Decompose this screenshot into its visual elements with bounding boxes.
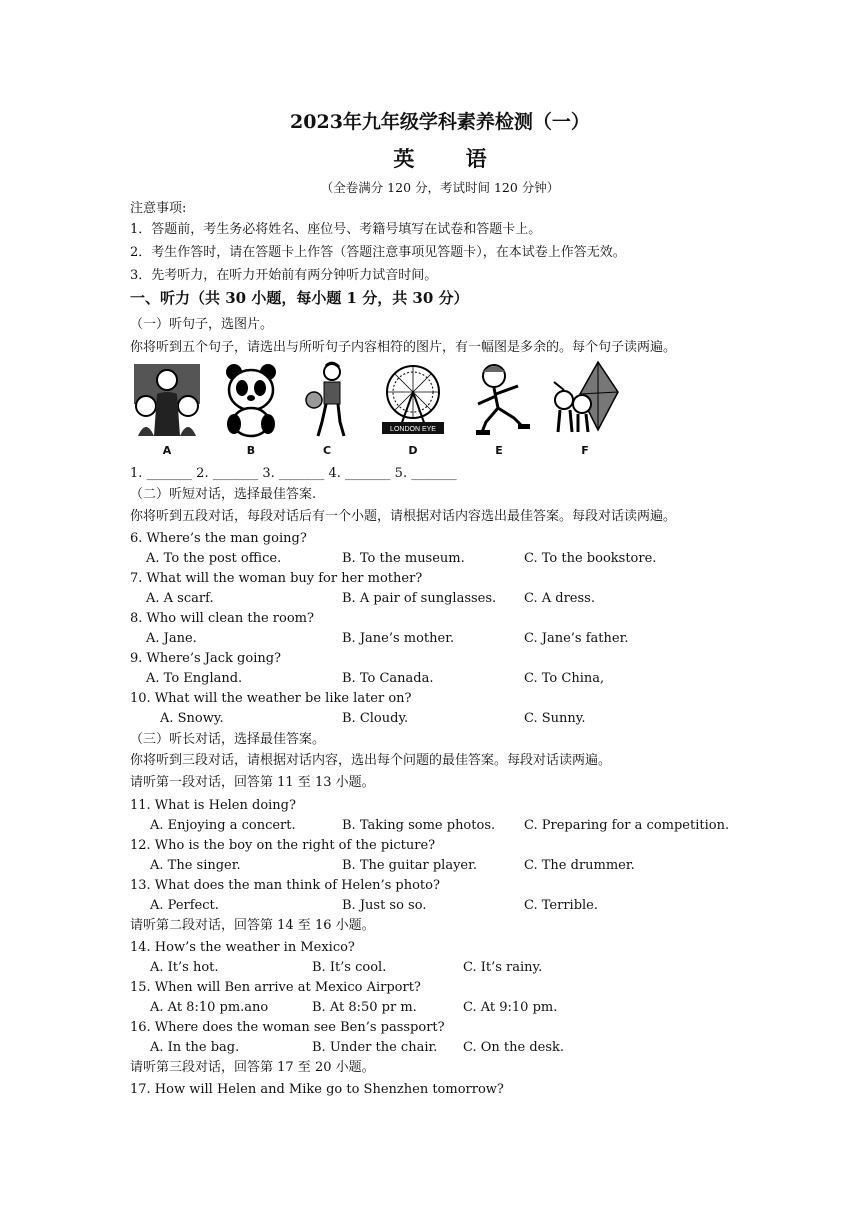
- picture-e: [464, 360, 534, 460]
- dialog-heading: 请听第一段对话，回答第 11 至 13 小题。: [130, 775, 375, 790]
- question: 8. Who will clean the room?: [130, 611, 314, 626]
- question: 16. Where does the woman see Ben’s passport?: [130, 1020, 445, 1035]
- notice-item: 3．先考听力，在听力开始前有两分钟听力试音时间。: [130, 268, 438, 283]
- picture-c: [292, 360, 362, 460]
- option-c: C. The drummer.: [524, 858, 635, 873]
- skater-icon: [464, 360, 534, 438]
- exam-note: （全卷满分 120 分，考试时间 120 分钟）: [320, 180, 560, 195]
- option-a: A. Enjoying a concert.: [150, 818, 296, 833]
- option-b: B. Jane’s mother.: [342, 631, 455, 646]
- family-icon: [132, 360, 202, 438]
- basketball-player-icon: [292, 360, 362, 438]
- exam-title: 2023年九年级学科素养检测（一）: [290, 111, 590, 133]
- picture-label: C: [322, 444, 332, 457]
- part-instructions: 你将听到五个句子，请选出与所听句子内容相符的图片，有一幅图是多余的。每个句子读两遍。: [130, 340, 677, 355]
- london-eye-caption: LONDON EYE: [390, 426, 436, 433]
- option-a: A. Jane.: [146, 631, 197, 646]
- picture-f: [550, 360, 620, 460]
- picture-label: B: [246, 444, 256, 457]
- option-c: C. At 9:10 pm.: [463, 1000, 558, 1015]
- question: 11. What is Helen doing?: [130, 798, 296, 813]
- question: 15. When will Ben arrive at Mexico Airport?: [130, 980, 421, 995]
- part-title: （三）听长对话，选择最佳答案。: [130, 732, 326, 747]
- option-b: B. Taking some photos.: [342, 818, 496, 833]
- london-eye-icon: [378, 360, 448, 438]
- option-a: A. Perfect.: [150, 898, 219, 913]
- question: 7. What will the woman buy for her mother?: [130, 571, 423, 586]
- picture-label: A: [162, 444, 172, 457]
- option-c: C. It’s rainy.: [463, 960, 543, 975]
- picture-b: [216, 360, 286, 460]
- dialog-heading: 请听第二段对话，回答第 14 至 16 小题。: [130, 918, 375, 933]
- option-a: A. In the bag.: [150, 1040, 240, 1055]
- option-b: B. To Canada.: [342, 671, 434, 686]
- picture-a: [132, 360, 202, 460]
- notices-heading: 注意事项:: [130, 201, 187, 216]
- kite-kids-icon: [550, 360, 620, 438]
- section-heading: 一、听力（共 30 小题，每小题 1 分，共 30 分）: [130, 289, 469, 307]
- option-b: B. To the museum.: [342, 551, 465, 566]
- option-c: C. Terrible.: [524, 898, 598, 913]
- option-a: A. To England.: [146, 671, 243, 686]
- question: 14. How’s the weather in Mexico?: [130, 940, 355, 955]
- picture-label: D: [408, 444, 418, 457]
- option-b: B. At 8:50 pr m.: [312, 1000, 417, 1015]
- option-a: A. It’s hot.: [150, 960, 219, 975]
- subject-title: 英 语: [393, 146, 509, 171]
- notice-item: 1．答题前，考生务必将姓名、座位号、考籍号填写在试卷和答题卡上。: [130, 222, 542, 237]
- option-b: B. Just so so.: [342, 898, 427, 913]
- option-a: A. A scarf.: [146, 591, 214, 606]
- option-c: C. Sunny.: [524, 711, 586, 726]
- part-instructions: 你将听到三段对话，请根据对话内容，选出每个问题的最佳答案。每段对话读两遍。: [130, 753, 612, 768]
- answer-blanks: 1. _______ 2. _______ 3. _______ 4. _______ 5. _______: [130, 466, 457, 481]
- option-a: A. At 8:10 pm.ano: [150, 1000, 269, 1015]
- question: 6. Where’s the man going?: [130, 531, 307, 546]
- panda-icon: [216, 360, 286, 438]
- question: 9. Where’s Jack going?: [130, 651, 282, 666]
- option-b: B. Under the chair.: [312, 1040, 438, 1055]
- option-a: A. To the post office.: [146, 551, 282, 566]
- dialog-heading: 请听第三段对话，回答第 17 至 20 小题。: [130, 1060, 375, 1075]
- part-instructions: 你将听到五段对话，每段对话后有一个小题，请根据对话内容选出最佳答案。每段对话读两遍。: [130, 509, 677, 524]
- question: 17. How will Helen and Mike go to Shenzhen tomorrow?: [130, 1082, 504, 1097]
- part-title: （二）听短对话，选择最佳答案.: [130, 487, 317, 502]
- picture-d: [378, 360, 448, 460]
- option-b: B. The guitar player.: [342, 858, 478, 873]
- part-title: （一）听句子，选图片。: [130, 317, 274, 332]
- option-a: A. Snowy.: [160, 711, 224, 726]
- question: 10. What will the weather be like later on?: [130, 691, 412, 706]
- option-c: C. Jane’s father.: [524, 631, 629, 646]
- option-b: B. Cloudy.: [342, 711, 409, 726]
- option-a: A. The singer.: [150, 858, 241, 873]
- question: 13. What does the man think of Helen’s photo?: [130, 878, 440, 893]
- option-b: B. It’s cool.: [312, 960, 387, 975]
- option-c: C. To the bookstore.: [524, 551, 657, 566]
- option-b: B. A pair of sunglasses.: [342, 591, 497, 606]
- option-c: C. To China,: [524, 671, 605, 686]
- picture-label: F: [581, 444, 589, 457]
- notice-item: 2．考生作答时，请在答题卡上作答（答题注意事项见答题卡），在本试卷上作答无效。: [130, 245, 626, 260]
- option-c: C. A dress.: [524, 591, 595, 606]
- question: 12. Who is the boy on the right of the picture?: [130, 838, 436, 853]
- picture-label: E: [495, 444, 503, 457]
- picture-row: [130, 360, 630, 460]
- option-c: C. On the desk.: [463, 1040, 565, 1055]
- option-c: C. Preparing for a competition.: [524, 818, 730, 833]
